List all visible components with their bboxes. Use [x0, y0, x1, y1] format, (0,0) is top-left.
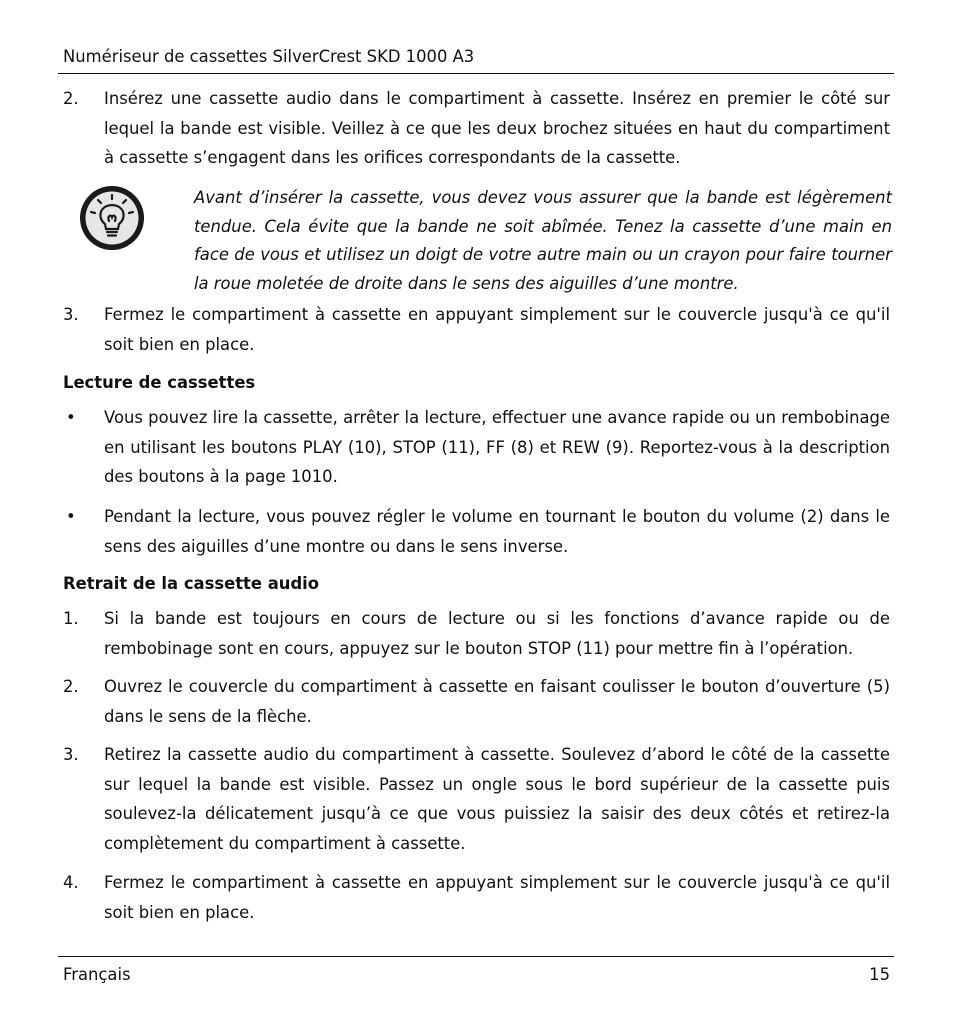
- step-number: 3.: [63, 745, 79, 764]
- bullet-marker: •: [66, 507, 76, 526]
- step-text: Ouvrez le couvercle du compartiment à cassette en faisant coulisser le bouton d’ouverture (5) dans le sens de la flèche.: [104, 677, 890, 726]
- step-number: 2.: [63, 677, 79, 696]
- step-text: Insérez une cassette audio dans le compartiment à cassette. Insérez en premier le côté sur lequel la bande est visible. Veillez à ce que les deux brochez situées en haut du compartiment à cassette s’engagent dans les orifices correspondants de la cassette.: [104, 89, 890, 168]
- page-number: 15: [869, 965, 890, 984]
- playback-bullet-2: [63, 502, 890, 561]
- bullet-text: Vous pouvez lire la cassette, arrêter la lecture, effectuer une avance rapide ou un rembobinage en utilisant les boutons PLAY (10), STOP (11), FF (8) et REW (9). Reportez-vous à la description des boutons à la page 1010.: [104, 408, 890, 487]
- page-header-title: Numériseur de cassettes SilverCrest SKD 1000 A3: [63, 47, 475, 66]
- footer-language: Français: [63, 965, 131, 984]
- removal-step-4: [63, 868, 890, 927]
- section-heading-removal: Retrait de la cassette audio: [63, 574, 320, 593]
- removal-step-3: [63, 740, 890, 859]
- step-text: Si la bande est toujours en cours de lecture ou si les fonctions d’avance rapide ou de rembobinage sont en cours, appuyez sur le bouton STOP (11) pour mettre fin à l’opération.: [104, 609, 890, 658]
- step-text: Fermez le compartiment à cassette en appuyant simplement sur le couvercle jusqu'à ce qu'il soit bien en place.: [104, 873, 890, 922]
- bullet-text: Pendant la lecture, vous pouvez régler le volume en tournant le bouton du volume (2) dans le sens des aiguilles d’une montre ou dans le sens inverse.: [104, 507, 890, 556]
- header-divider: [58, 73, 894, 74]
- bullet-marker: •: [66, 408, 76, 427]
- intro-step-3: [63, 300, 890, 359]
- step-number: 4.: [63, 873, 79, 892]
- section-heading-playback: Lecture de cassettes: [63, 373, 256, 392]
- tip-note-text: Avant d’insérer la cassette, vous devez vous assurer que la bande est légèrement tendue. Cela évite que la bande ne soit abîmée. Tenez la cassette d’une main en face de vous et utilisez un doigt de votre autre main ou un crayon pour faire tourner la roue moletée de droite dans le sens des aiguilles d’une montre.: [194, 188, 892, 293]
- intro-step-2: [63, 84, 890, 173]
- step-number: 3.: [63, 305, 79, 324]
- step-number: 1.: [63, 609, 79, 628]
- step-number: 2.: [63, 89, 79, 108]
- step-text: Fermez le compartiment à cassette en appuyant simplement sur le couvercle jusqu'à ce qu'il soit bien en place.: [104, 305, 890, 354]
- step-text: Retirez la cassette audio du compartiment à cassette. Soulevez d’abord le côté de la cassette sur lequel la bande est visible. Passez un ongle sous le bord supérieur de la cassette puis soulevez-la délicatement jusqu’à ce que vous puissiez la saisir des deux côtés et retirez-la complètement du compartiment à cassette.: [104, 745, 890, 854]
- footer-divider: [58, 956, 894, 957]
- removal-step-1: [63, 604, 890, 663]
- lightbulb-icon: [78, 181, 148, 251]
- removal-step-2: [63, 672, 890, 731]
- playback-bullet-1: [63, 403, 890, 492]
